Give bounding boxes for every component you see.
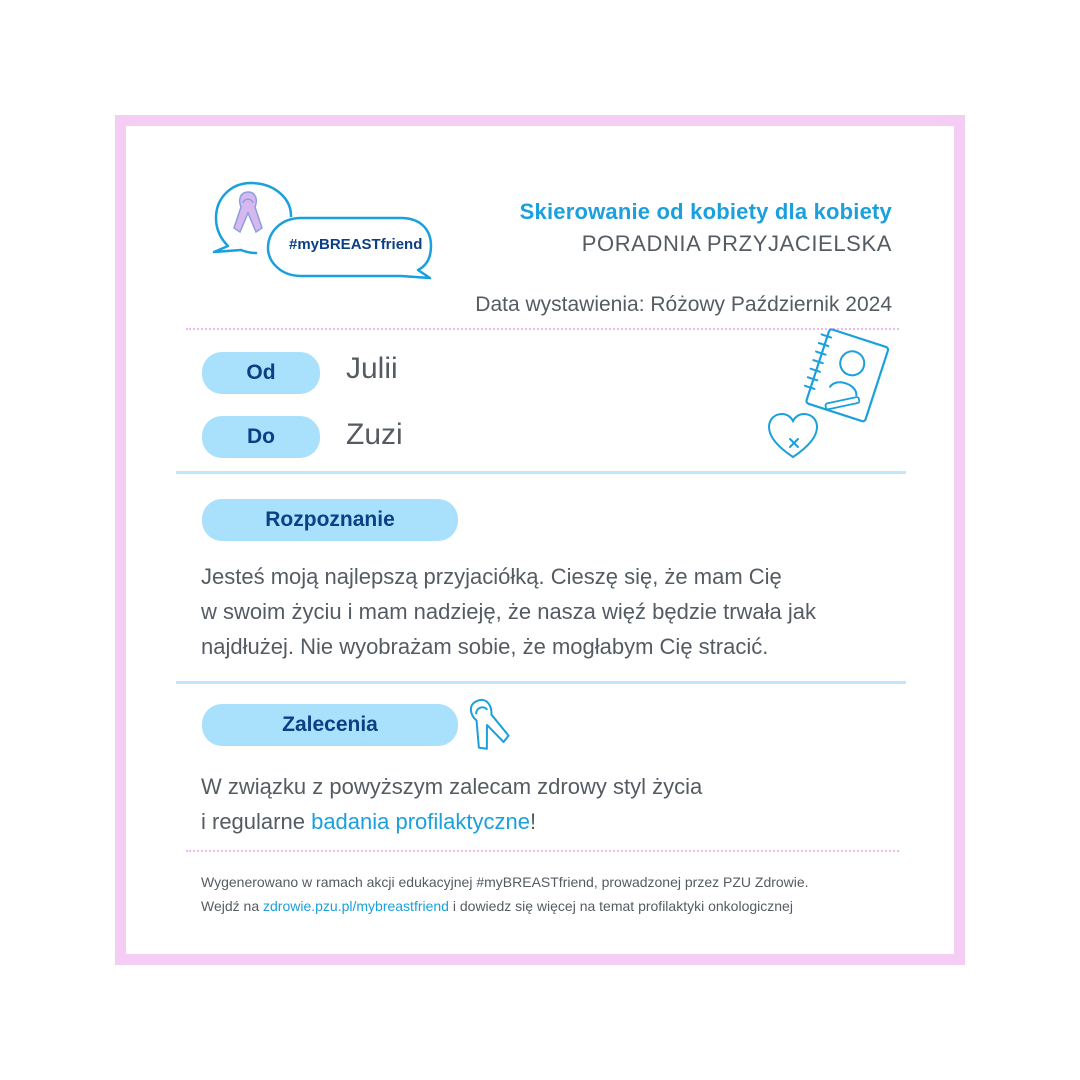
title-line2: PORADNIA PRZYJACIELSKA <box>581 231 892 256</box>
footer-line2 <box>201 894 901 918</box>
recommendations-line1: W związku z powyższym zalecam zdrowy styl życia <box>201 774 703 799</box>
recommendations-line2-suffix: ! <box>530 809 537 834</box>
diagnosis-line: Jesteś moją najlepszą przyjaciółką. Cieszę się, że mam Cię <box>201 564 782 589</box>
recommendations-label: Zalecenia <box>202 704 458 746</box>
diagnosis-line: w swoim życiu i mam nadzieję, że nasza więź będzie trwała jak <box>201 599 817 624</box>
title-line1: Skierowanie od kobiety dla kobiety <box>519 199 892 224</box>
footer-line2-prefix: Wejdź na <box>201 898 263 914</box>
referral-card <box>115 115 965 965</box>
recommendations-line2 <box>201 804 881 839</box>
ribbon-outline-icon <box>464 694 514 752</box>
title-block <box>520 199 892 257</box>
preventive-exams-link[interactable]: badania profilaktyczne <box>311 809 530 834</box>
heart-icon <box>766 411 820 461</box>
hashtag-badge: #myBREASTfriend <box>289 236 423 253</box>
footer-link[interactable]: zdrowie.pzu.pl/mybreastfriend <box>263 898 449 914</box>
dotted-divider-bottom <box>186 850 899 852</box>
from-label: Od <box>202 352 320 394</box>
divider-2 <box>176 681 906 684</box>
ribbon-icon <box>232 188 264 238</box>
from-value: Julii <box>346 352 398 385</box>
diagnosis-line: najdłużej. Nie wyobrażam sobie, że mogłabym Cię stracić. <box>201 634 769 659</box>
to-value: Zuzi <box>346 418 403 451</box>
diagnosis-label: Rozpoznanie <box>202 499 458 541</box>
recommendations-line2-prefix: i regularne <box>201 809 312 834</box>
footer <box>201 870 901 918</box>
footer-line2-suffix: i dowiedz się więcej na temat profilaktyki onkologicznej <box>448 898 793 914</box>
footer-line1: Wygenerowano w ramach akcji edukacyjnej #myBREASTfriend, prowadzonej przez PZU Zdrowie. <box>201 874 809 890</box>
diagnosis-text <box>201 559 881 664</box>
divider-1 <box>176 471 906 474</box>
to-label: Do <box>202 416 320 458</box>
recommendations-text <box>201 769 881 839</box>
issue-date: Data wystawienia: Różowy Październik 2024 <box>475 293 892 316</box>
